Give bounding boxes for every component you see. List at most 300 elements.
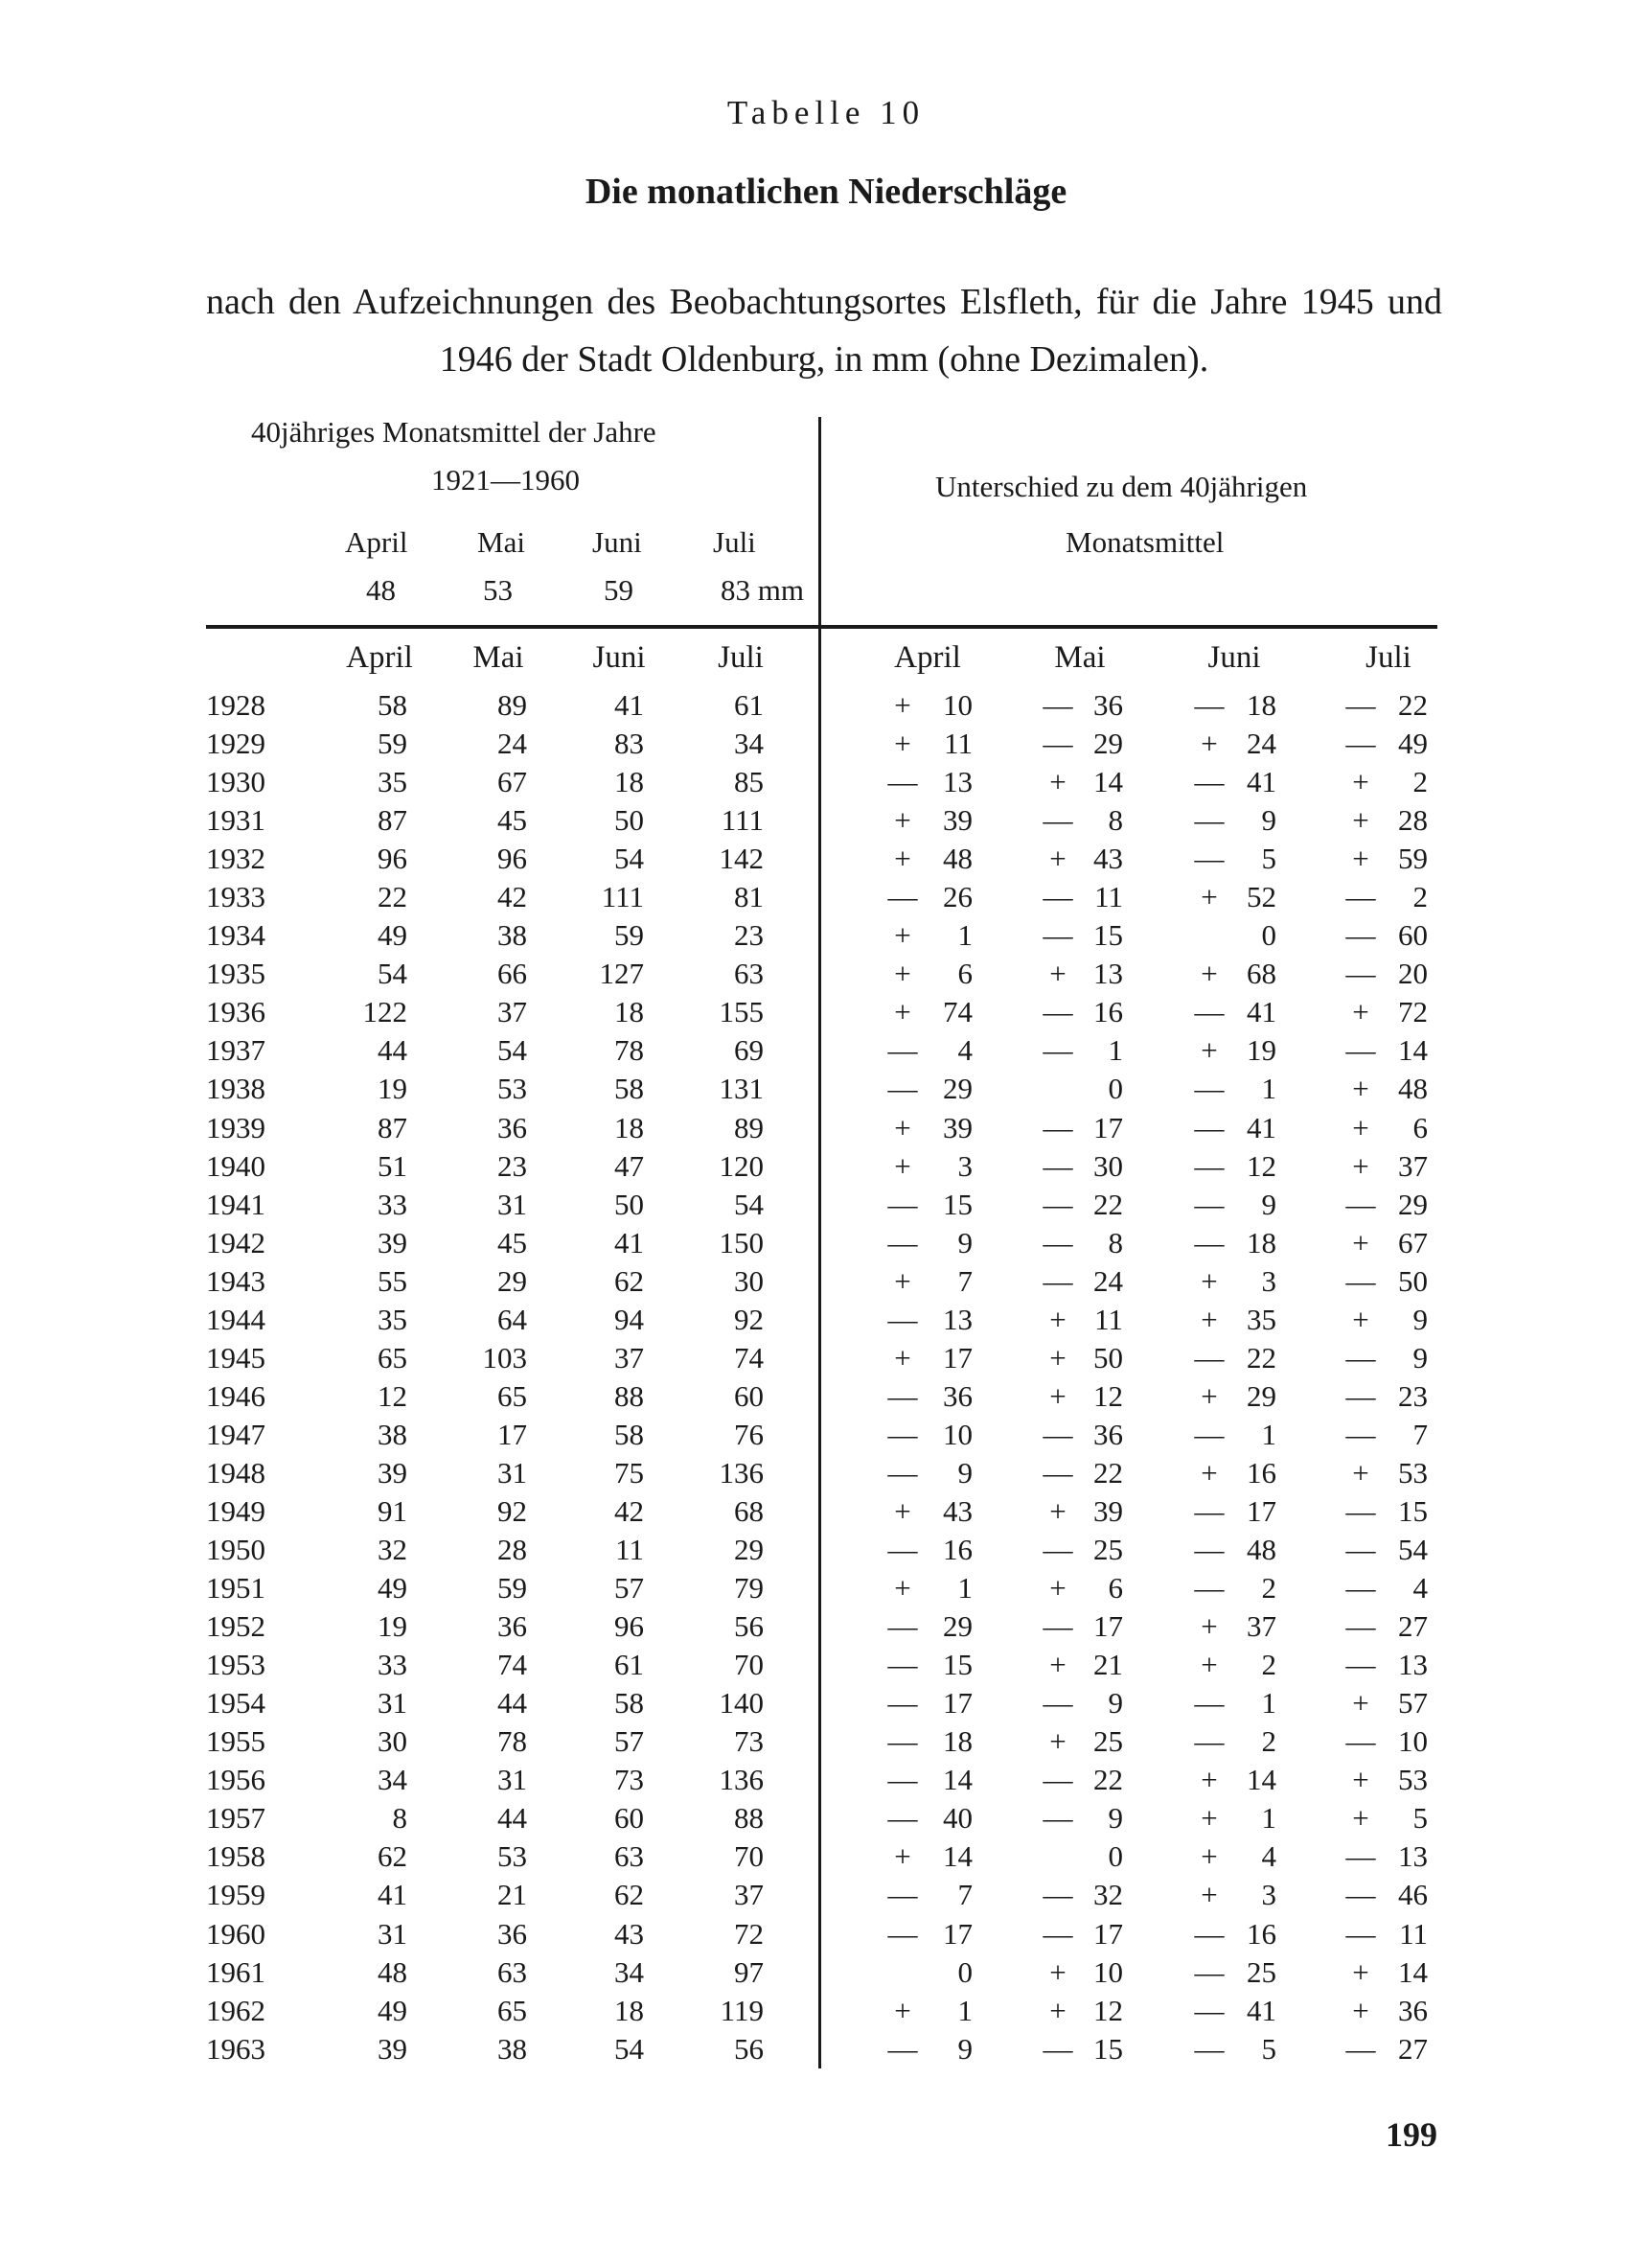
row-diff-sign: — <box>1194 842 1225 876</box>
row-value: 62 <box>614 1263 644 1298</box>
row-diff-sign: — <box>887 1763 918 1797</box>
row-value: 31 <box>378 1686 407 1721</box>
row-diff-sign: + <box>894 1493 911 1528</box>
row-value: 122 <box>362 995 407 1029</box>
column-headings <box>0 640 1652 682</box>
row-diff-sign: — <box>1043 1417 1073 1451</box>
row-diff-value: 37 <box>1398 1148 1428 1183</box>
diff-header-line1: Unterschied zu dem 40jährigen <box>935 470 1308 503</box>
row-diff-value: 26 <box>943 880 973 914</box>
row-value: 32 <box>378 1533 407 1567</box>
row-diff-sign: — <box>1194 1954 1225 1989</box>
row-diff-value: 12 <box>1247 1148 1276 1183</box>
row-diff-value: 13 <box>943 765 973 799</box>
row-value: 62 <box>378 1839 407 1874</box>
row-diff-sign: — <box>887 1225 918 1259</box>
row-year: 1959 <box>206 1878 265 1912</box>
row-value: 42 <box>614 1493 644 1528</box>
row-diff-sign: — <box>1043 995 1073 1029</box>
row-diff-value: 8 <box>1108 1225 1123 1259</box>
row-value: 45 <box>497 1225 527 1259</box>
row-value: 41 <box>614 1225 644 1259</box>
table-row <box>0 1609 1652 1648</box>
table-row <box>0 957 1652 995</box>
row-year: 1948 <box>206 1455 265 1490</box>
row-value: 39 <box>378 1455 407 1490</box>
row-diff-sign: — <box>1043 1686 1073 1721</box>
row-diff-sign: — <box>1345 1187 1376 1221</box>
row-diff-sign: — <box>887 1801 918 1836</box>
table-row <box>0 765 1652 803</box>
row-diff-value: 28 <box>1398 803 1428 838</box>
row-value: 30 <box>734 1263 764 1298</box>
row-diff-sign: + <box>1049 1571 1067 1606</box>
row-diff-sign: — <box>1345 2031 1376 2066</box>
row-diff-value: 9 <box>1261 803 1276 838</box>
col-head-juli: Juli <box>718 640 764 675</box>
table-row <box>0 1341 1652 1379</box>
col-head-april: April <box>346 640 413 675</box>
row-value: 18 <box>614 995 644 1029</box>
row-value: 89 <box>497 688 527 722</box>
row-value: 45 <box>497 803 527 838</box>
row-diff-sign: — <box>1194 1993 1225 2027</box>
row-value: 92 <box>734 1302 764 1336</box>
row-diff-value: 10 <box>1398 1724 1428 1759</box>
row-diff-value: 46 <box>1398 1878 1428 1912</box>
row-year: 1934 <box>206 918 265 953</box>
row-value: 21 <box>497 1878 527 1912</box>
row-diff-value: 17 <box>943 1340 973 1375</box>
row-value: 47 <box>614 1148 644 1183</box>
row-diff-value: 9 <box>957 1225 973 1259</box>
row-diff-value: 23 <box>1398 1378 1428 1413</box>
table-row <box>0 1839 1652 1878</box>
row-diff-sign: — <box>887 1187 918 1221</box>
row-value: 70 <box>734 1648 764 1682</box>
row-value: 55 <box>378 1263 407 1298</box>
row-diff-sign: — <box>1345 1033 1376 1068</box>
row-diff-value: 25 <box>1247 1954 1276 1989</box>
row-value: 89 <box>734 1110 764 1144</box>
row-diff-value: 10 <box>1093 1954 1123 1989</box>
row-value: 140 <box>719 1686 764 1721</box>
row-diff-value: 1 <box>957 918 973 953</box>
row-diff-sign: + <box>1352 1072 1369 1106</box>
row-diff-value: 25 <box>1093 1533 1123 1567</box>
mean-month-juli: Juli <box>713 525 756 559</box>
row-diff-sign: — <box>1194 1110 1225 1144</box>
row-diff-sign: — <box>1043 1763 1073 1797</box>
row-value: 44 <box>378 1033 407 1068</box>
row-diff-sign: — <box>887 1302 918 1336</box>
table-row <box>0 1456 1652 1494</box>
row-value: 54 <box>614 842 644 876</box>
row-diff-sign: + <box>1201 1763 1218 1797</box>
row-diff-value: 13 <box>1093 957 1123 991</box>
row-diff-value: 22 <box>1398 688 1428 722</box>
table-row <box>0 1111 1652 1149</box>
row-diff-value: 1 <box>1261 1072 1276 1106</box>
row-value: 65 <box>497 1993 527 2027</box>
row-diff-sign: + <box>1201 1878 1218 1912</box>
row-diff-sign: — <box>887 1686 918 1721</box>
row-diff-value: 10 <box>943 688 973 722</box>
mean-month-april: April <box>345 525 408 559</box>
mean-month-mai: Mai <box>477 525 525 559</box>
row-diff-value: 1 <box>1261 1417 1276 1451</box>
row-diff-value: 60 <box>1398 918 1428 953</box>
row-value: 18 <box>614 765 644 799</box>
row-diff-value: 17 <box>943 1686 973 1721</box>
row-value: 39 <box>378 1225 407 1259</box>
row-value: 85 <box>734 765 764 799</box>
row-value: 31 <box>497 1187 527 1221</box>
row-diff-value: 11 <box>1094 880 1123 914</box>
row-diff-value: 18 <box>943 1724 973 1759</box>
row-diff-value: 5 <box>1412 1801 1428 1836</box>
row-value: 87 <box>378 803 407 838</box>
row-value: 37 <box>614 1340 644 1375</box>
row-diff-value: 9 <box>1108 1686 1123 1721</box>
row-year: 1933 <box>206 880 265 914</box>
row-diff-sign: + <box>1352 1993 1369 2027</box>
row-diff-sign: + <box>1352 1225 1369 1259</box>
row-diff-value: 54 <box>1398 1533 1428 1567</box>
row-diff-value: 4 <box>957 1033 973 1068</box>
row-diff-sign: + <box>894 803 911 838</box>
table-row <box>0 1878 1652 1916</box>
row-diff-sign: + <box>1049 1724 1067 1759</box>
row-value: 49 <box>378 1993 407 2027</box>
mean-value-mai: 53 <box>483 573 513 607</box>
row-diff-value: 14 <box>1398 1954 1428 1989</box>
row-value: 111 <box>601 880 644 914</box>
row-diff-sign: — <box>1043 1225 1073 1259</box>
table-row <box>0 1686 1652 1724</box>
row-year: 1950 <box>206 1533 265 1567</box>
row-year: 1931 <box>206 803 265 838</box>
row-diff-sign: + <box>894 1571 911 1606</box>
row-year: 1942 <box>206 1225 265 1259</box>
row-value: 83 <box>614 727 644 761</box>
row-value: 58 <box>614 1417 644 1451</box>
row-diff-value: 14 <box>1247 1763 1276 1797</box>
row-diff-sign: + <box>894 727 911 761</box>
row-diff-sign: + <box>1352 1686 1369 1721</box>
table-caption: Tabelle 10 <box>726 94 926 131</box>
row-diff-sign: — <box>1194 1072 1225 1106</box>
row-diff-sign: — <box>1345 1493 1376 1528</box>
row-value: 38 <box>378 1417 407 1451</box>
row-diff-sign: + <box>1201 1033 1218 1068</box>
row-diff-sign: — <box>1043 1878 1073 1912</box>
table-row <box>0 1149 1652 1188</box>
row-year: 1955 <box>206 1724 265 1759</box>
row-diff-value: 14 <box>943 1839 973 1874</box>
row-diff-sign: — <box>887 1378 918 1413</box>
row-diff-sign: — <box>1345 1340 1376 1375</box>
row-diff-sign: — <box>1194 1686 1225 1721</box>
row-value: 59 <box>497 1571 527 1606</box>
row-value: 60 <box>734 1378 764 1413</box>
row-year: 1944 <box>206 1302 265 1336</box>
row-diff-value: 17 <box>1093 1609 1123 1644</box>
row-value: 57 <box>614 1724 644 1759</box>
row-diff-value: 59 <box>1398 842 1428 876</box>
row-value: 74 <box>734 1340 764 1375</box>
row-diff-value: 9 <box>1412 1340 1428 1375</box>
row-diff-sign: — <box>1194 1225 1225 1259</box>
row-value: 65 <box>497 1378 527 1413</box>
table-row <box>0 1418 1652 1456</box>
row-diff-sign: + <box>1049 1993 1067 2027</box>
row-value: 49 <box>378 918 407 953</box>
row-diff-sign: + <box>894 1839 911 1874</box>
row-value: 24 <box>497 727 527 761</box>
row-value: 22 <box>378 880 407 914</box>
row-diff-sign: — <box>1043 1609 1073 1644</box>
row-diff-sign: — <box>887 1724 918 1759</box>
row-diff-value: 22 <box>1093 1187 1123 1221</box>
row-value: 91 <box>378 1493 407 1528</box>
row-diff-sign: + <box>894 918 911 953</box>
row-value: 39 <box>378 2031 407 2066</box>
row-diff-value: 7 <box>1412 1417 1428 1451</box>
row-diff-value: 74 <box>943 995 973 1029</box>
row-diff-value: 14 <box>1398 1033 1428 1068</box>
row-diff-sign: + <box>1049 1648 1067 1682</box>
row-diff-value: 9 <box>1412 1302 1428 1336</box>
row-value: 63 <box>614 1839 644 1874</box>
col-head-diff-april: April <box>894 640 961 675</box>
row-diff-sign: + <box>1352 1110 1369 1144</box>
row-diff-sign: — <box>1043 1533 1073 1567</box>
row-diff-value: 2 <box>1261 1571 1276 1606</box>
row-value: 19 <box>378 1609 407 1644</box>
col-head-diff-juli: Juli <box>1365 640 1411 675</box>
row-diff-value: 2 <box>1412 880 1428 914</box>
row-value: 23 <box>734 918 764 953</box>
row-value: 38 <box>497 2031 527 2066</box>
row-diff-sign: + <box>1201 727 1218 761</box>
row-diff-sign: — <box>1345 957 1376 991</box>
row-diff-value: 7 <box>957 1878 973 1912</box>
row-diff-value: 17 <box>943 1916 973 1951</box>
row-diff-value: 36 <box>943 1378 973 1413</box>
row-diff-sign: — <box>1345 1417 1376 1451</box>
row-value: 66 <box>497 957 527 991</box>
row-diff-sign: — <box>887 1033 918 1068</box>
row-value: 33 <box>378 1187 407 1221</box>
row-diff-sign: + <box>1201 880 1218 914</box>
row-value: 44 <box>497 1686 527 1721</box>
row-year: 1938 <box>206 1072 265 1106</box>
row-year: 1947 <box>206 1417 265 1451</box>
row-diff-sign: — <box>1043 1916 1073 1951</box>
row-diff-value: 57 <box>1398 1686 1428 1721</box>
row-value: 120 <box>719 1148 764 1183</box>
diff-header-line2: Monatsmittel <box>1066 525 1225 559</box>
col-head-diff-juni: Juni <box>1207 640 1261 675</box>
table-row <box>0 918 1652 957</box>
row-diff-value: 20 <box>1398 957 1428 991</box>
row-diff-value: 53 <box>1398 1455 1428 1490</box>
row-value: 34 <box>734 727 764 761</box>
row-diff-value: 8 <box>1108 803 1123 838</box>
row-diff-value: 2 <box>1261 1724 1276 1759</box>
row-value: 136 <box>719 1763 764 1797</box>
row-year: 1930 <box>206 765 265 799</box>
row-value: 28 <box>497 1533 527 1567</box>
row-diff-value: 5 <box>1261 2031 1276 2066</box>
row-value: 53 <box>497 1072 527 1106</box>
row-diff-value: 41 <box>1247 1993 1276 2027</box>
row-year: 1952 <box>206 1609 265 1644</box>
row-diff-sign: + <box>1201 1378 1218 1413</box>
row-diff-value: 15 <box>1093 2031 1123 2066</box>
table-row <box>0 1917 1652 1955</box>
row-value: 73 <box>734 1724 764 1759</box>
table-row <box>0 1571 1652 1609</box>
row-diff-sign: — <box>887 2031 918 2066</box>
row-diff-sign: + <box>1352 1455 1369 1490</box>
row-diff-sign: + <box>1201 1648 1218 1682</box>
row-diff-sign: — <box>1345 727 1376 761</box>
row-value: 60 <box>614 1801 644 1836</box>
table-row <box>0 995 1652 1033</box>
mean-header-line1: 40jähriges Monatsmittel der Jahre <box>251 415 656 449</box>
row-diff-value: 16 <box>1247 1916 1276 1951</box>
row-value: 42 <box>497 880 527 914</box>
row-diff-sign: + <box>1352 1763 1369 1797</box>
row-diff-sign: + <box>1049 1378 1067 1413</box>
row-diff-value: 22 <box>1093 1763 1123 1797</box>
row-value: 69 <box>734 1033 764 1068</box>
row-value: 131 <box>719 1072 764 1106</box>
row-diff-value: 25 <box>1093 1724 1123 1759</box>
row-diff-sign: — <box>1043 2031 1073 2066</box>
row-diff-sign: + <box>1049 842 1067 876</box>
table-title: Die monatlichen Niederschläge <box>585 172 1067 212</box>
row-diff-sign: + <box>1201 1455 1218 1490</box>
row-value: 96 <box>614 1609 644 1644</box>
row-year: 1951 <box>206 1571 265 1606</box>
col-head-diff-mai: Mai <box>1054 640 1106 675</box>
row-diff-sign: — <box>1043 918 1073 953</box>
row-diff-value: 1 <box>957 1571 973 1606</box>
row-diff-value: 1 <box>1108 1033 1123 1068</box>
row-value: 65 <box>378 1340 407 1375</box>
row-diff-value: 15 <box>943 1648 973 1682</box>
row-diff-sign: — <box>1043 1263 1073 1298</box>
row-diff-sign: — <box>887 765 918 799</box>
row-diff-value: 11 <box>1094 1302 1123 1336</box>
row-diff-value: 2 <box>1261 1648 1276 1682</box>
row-value: 34 <box>614 1954 644 1989</box>
row-diff-value: 27 <box>1398 1609 1428 1644</box>
row-diff-value: 9 <box>957 2031 973 2066</box>
row-diff-value: 3 <box>957 1148 973 1183</box>
row-diff-sign: — <box>1194 1916 1225 1951</box>
row-diff-value: 30 <box>1093 1148 1123 1183</box>
row-diff-sign: + <box>894 1148 911 1183</box>
row-diff-value: 13 <box>943 1302 973 1336</box>
row-diff-sign: — <box>1345 1878 1376 1912</box>
row-diff-value: 21 <box>1093 1648 1123 1682</box>
row-diff-sign: — <box>1194 1493 1225 1528</box>
row-value: 23 <box>497 1148 527 1183</box>
row-diff-value: 40 <box>943 1801 973 1836</box>
row-value: 50 <box>614 1187 644 1221</box>
row-diff-value: 29 <box>1247 1378 1276 1413</box>
col-head-mai: Mai <box>472 640 524 675</box>
table-row <box>0 1994 1652 2032</box>
row-diff-sign: + <box>894 1993 911 2027</box>
row-value: 97 <box>734 1954 764 1989</box>
row-value: 17 <box>497 1417 527 1451</box>
row-value: 36 <box>497 1110 527 1144</box>
table-row <box>0 1724 1652 1763</box>
row-value: 58 <box>614 1686 644 1721</box>
table-row <box>0 803 1652 842</box>
row-diff-value: 22 <box>1093 1455 1123 1490</box>
row-value: 78 <box>614 1033 644 1068</box>
row-diff-sign: — <box>887 1648 918 1682</box>
row-value: 88 <box>734 1801 764 1836</box>
row-year: 1961 <box>206 1954 265 1989</box>
row-diff-value: 36 <box>1398 1993 1428 2027</box>
row-value: 30 <box>378 1724 407 1759</box>
row-diff-value: 41 <box>1247 765 1276 799</box>
row-diff-sign: — <box>1345 688 1376 722</box>
row-diff-value: 17 <box>1093 1110 1123 1144</box>
row-diff-value: 39 <box>1093 1493 1123 1528</box>
row-year: 1935 <box>206 957 265 991</box>
row-value: 36 <box>497 1916 527 1951</box>
table-row <box>0 1379 1652 1418</box>
row-diff-sign: + <box>894 842 911 876</box>
row-value: 31 <box>497 1763 527 1797</box>
table-row <box>0 1072 1652 1110</box>
row-diff-value: 3 <box>1261 1878 1276 1912</box>
row-diff-sign: — <box>1194 1340 1225 1375</box>
row-diff-value: 19 <box>1247 1033 1276 1068</box>
row-value: 63 <box>497 1954 527 1989</box>
row-diff-value: 27 <box>1398 2031 1428 2066</box>
row-value: 41 <box>378 1878 407 1912</box>
row-diff-value: 0 <box>1108 1839 1123 1874</box>
row-diff-value: 12 <box>1093 1378 1123 1413</box>
row-value: 43 <box>614 1916 644 1951</box>
row-diff-value: 53 <box>1398 1763 1428 1797</box>
row-value: 56 <box>734 2031 764 2066</box>
row-value: 150 <box>719 1225 764 1259</box>
row-value: 63 <box>734 957 764 991</box>
row-diff-value: 39 <box>943 803 973 838</box>
row-value: 155 <box>719 995 764 1029</box>
row-diff-sign: — <box>1345 1263 1376 1298</box>
row-diff-sign: — <box>887 1609 918 1644</box>
row-diff-sign: — <box>1194 1571 1225 1606</box>
row-diff-sign: + <box>1201 1801 1218 1836</box>
data-rows <box>0 688 1652 2070</box>
row-value: 19 <box>378 1072 407 1106</box>
row-diff-value: 48 <box>1247 1533 1276 1567</box>
row-diff-value: 36 <box>1093 688 1123 722</box>
row-value: 78 <box>497 1724 527 1759</box>
row-value: 36 <box>497 1609 527 1644</box>
